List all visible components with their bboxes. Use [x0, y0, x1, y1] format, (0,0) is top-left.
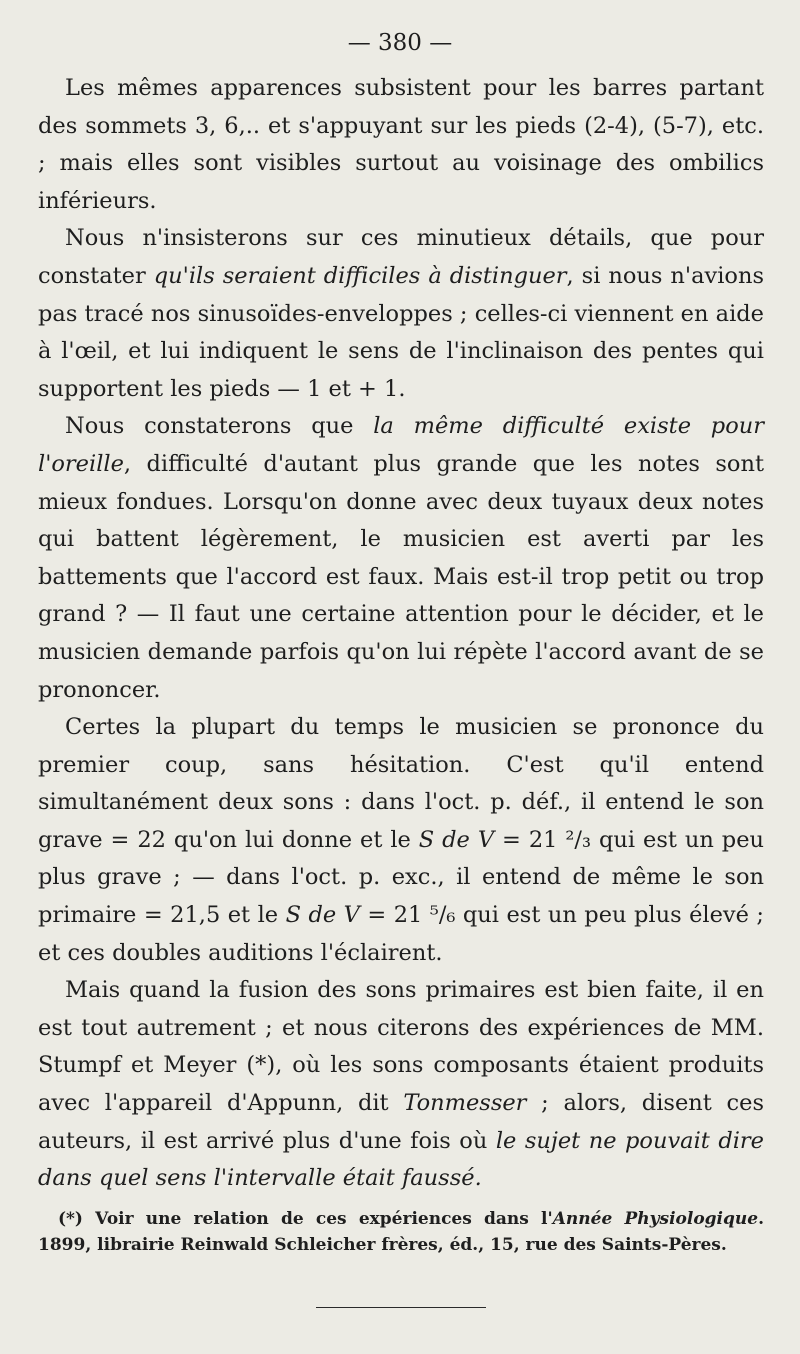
text-run: , si nous n'avions pas tracé nos sinusoïdes-enveloppes ; celles-ci viennent en aide à l'œil, et lui indiquent le sens de l'inclinaison des pentes qui supportent les pieds — 1 et + 1.: [38, 262, 764, 402]
paragraph: [38, 220, 764, 408]
end-rule: [316, 1307, 486, 1308]
paragraph: [38, 709, 764, 972]
text-run: = 21 ⁵/₆ qui est un peu plus élevé ; et ces doubles auditions l'éclairent.: [38, 902, 765, 966]
italic-run: S de V: [418, 826, 495, 853]
italic-run: la même difficulté existe pour l'oreille: [38, 413, 765, 477]
paragraph: [38, 972, 764, 1198]
text-run: Certes la plupart du temps le musicien se prononce du premier coup, sans hésitation. C'est qu'il entend simultanément deux sons : dans l'oct. p. déf., il entend le son grave = 22 qu'on lui donne et le: [38, 714, 764, 853]
footnote: [38, 1206, 764, 1258]
italic-run: S de V: [285, 902, 360, 929]
body-text: [38, 70, 764, 1198]
text-run: Nous n'insisterons sur ces minutieux détails, que pour constater: [38, 225, 764, 289]
italic-run: Année Physiologique: [552, 1209, 759, 1229]
text-run: , difficulté d'autant plus grande que les notes sont mieux fondues. Lorsqu'on donne avec deux tuyaux deux notes qui battent légèrement, le musicien est averti par les battements que l'accord est faux. Mais est-il trop petit ou trop grand ? — Il faut une certaine attention pour le décider, et le musicien demande parfois qu'on lui répète l'accord avant de se prononcer.: [38, 450, 764, 703]
text-run: . 1899, librairie Reinwald Schleicher frères, éd., 15, rue des Saints-Pères.: [38, 1209, 764, 1255]
text-run: Les mêmes apparences subsistent pour les barres partant des sommets 3, 6,.. et s'appuyant sur les pieds (2-4), (5-7), etc. ; mais elles sont visibles surtout au voisinage des ombilics inférieurs.: [38, 75, 764, 214]
text-run: Nous constaterons que: [65, 413, 374, 440]
paragraph: [38, 408, 764, 709]
paragraph: [38, 70, 764, 220]
page-number: — 380 —: [347, 30, 453, 56]
text-run: Mais quand la fusion des sons primaires est bien faite, il en est tout autrement ; et nous citerons des expériences de MM. Stumpf et Meyer (*), où les sons composants étaient produits avec l'appareil d'Appunn, dit: [38, 977, 764, 1117]
text-run: ; alors, disent ces auteurs, il est arrivé plus d'une fois où: [38, 1090, 764, 1154]
italic-run: qu'ils seraient difficiles à distinguer: [153, 262, 567, 289]
italic-run: Tonmesser: [403, 1090, 527, 1117]
italic-run: le sujet ne pouvait dire dans quel sens l'intervalle était faussé.: [38, 1127, 764, 1192]
text-run: = 21 ²/₃ qui est un peu plus grave ; — dans l'oct. p. exc., il entend de même le son primaire = 21,5 et le: [38, 826, 765, 929]
text-run: (*) Voir une relation de ces expériences dans l': [58, 1209, 553, 1229]
